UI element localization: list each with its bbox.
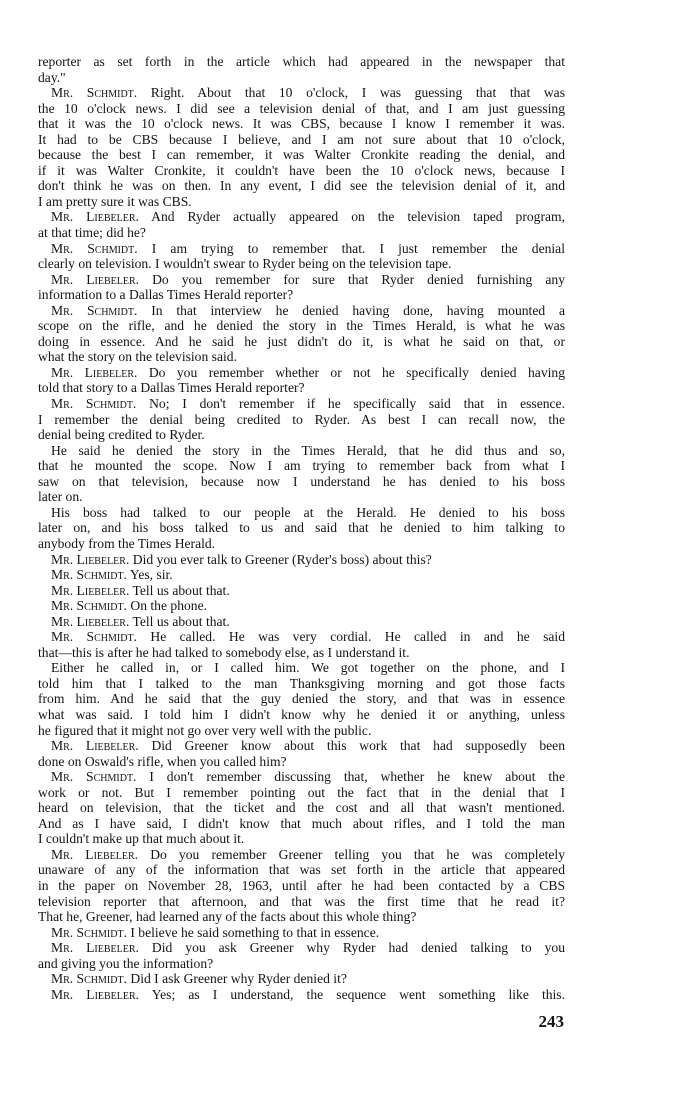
- line-text: unaware of any of the information that was set forth in the article that appeared: [38, 862, 565, 878]
- text-line: [38, 85, 565, 101]
- line-text: Did you ask Greener why Ryder had denied talking to you: [151, 940, 565, 956]
- text-line: [38, 225, 565, 241]
- text-line: [38, 396, 565, 412]
- text-line: [38, 520, 565, 536]
- line-text: from him. And he said that the guy denied the story, and that was in essence: [38, 691, 565, 707]
- speaker-name: Mr. Liebeler.: [51, 986, 140, 1002]
- line-text: And as I have said, I didn't know that much about rifles, and I told the man: [38, 815, 565, 831]
- text-line: [38, 847, 565, 863]
- text-line: [38, 691, 565, 707]
- speaker-name: Mr. Schmidt.: [51, 629, 137, 645]
- line-text: he figured that it might not go over very well with the public.: [38, 722, 372, 738]
- line-text: saw on that television, because now I understand he has denied to his boss: [38, 473, 565, 489]
- line-text: Yes; as I understand, the sequence went something like this.: [151, 986, 565, 1002]
- text-line: [38, 940, 565, 956]
- line-text: clearly on television. I wouldn't swear to Ryder being on the television tape.: [38, 256, 452, 272]
- line-text: Tell us about that.: [132, 613, 230, 629]
- text-line: [38, 660, 565, 676]
- testimony-paragraph: [38, 614, 565, 630]
- line-text: what was said. I told him I didn't know why he denied it or anything, unless: [38, 706, 565, 722]
- testimony-paragraph: [38, 241, 565, 272]
- line-text: reporter as set forth in the article which had appeared in the newspaper that: [38, 54, 565, 69]
- text-line: [38, 800, 565, 816]
- line-text: Tell us about that.: [132, 582, 230, 598]
- line-text: No; I don't remember if he specifically said that in essence.: [149, 396, 565, 412]
- line-text: I believe he said something to that in essence.: [130, 924, 380, 940]
- text-line: [38, 334, 565, 350]
- line-text: I am pretty sure it was CBS.: [38, 193, 192, 209]
- line-text: that—this is after he had talked to somebody else, as I understand it.: [38, 644, 410, 660]
- speaker-name: Mr. Schmidt.: [51, 924, 127, 940]
- text-line: [38, 831, 565, 847]
- text-line: [38, 552, 565, 568]
- text-line: [38, 925, 565, 941]
- line-text: Do you remember Greener telling you that he was completely: [150, 846, 565, 862]
- text-line: [38, 412, 565, 428]
- line-text: I don't remember discussing that, whether he knew about the: [149, 769, 565, 785]
- line-text: Do you remember for sure that Ryder denied furnishing any: [152, 271, 566, 287]
- line-text: told that story to a Dallas Times Herald reporter?: [38, 380, 305, 396]
- testimony-paragraph: [38, 847, 565, 925]
- text-line: [38, 380, 565, 396]
- speaker-name: Mr. Liebeler.: [51, 209, 139, 225]
- text-line: [38, 54, 565, 70]
- text-line: [38, 287, 565, 303]
- testimony-paragraph: [38, 365, 565, 396]
- line-text: television reporter that afternoon, and that was the first time that he read it?: [38, 893, 565, 909]
- line-text: because the best I can remember, it was Walter Cronkite reading the denial, and: [38, 147, 565, 163]
- text-line: [38, 70, 565, 86]
- line-text: done on Oswald's rifle, when you called him?: [38, 753, 287, 769]
- text-line: [38, 645, 565, 661]
- line-text: later on.: [38, 489, 83, 505]
- line-text: Did you ever talk to Greener (Ryder's boss) about this?: [132, 551, 432, 567]
- line-text: scope on the rifle, and he denied the story in the Times Herald, is what he was: [38, 318, 565, 334]
- speaker-name: Mr. Schmidt.: [51, 971, 127, 987]
- speaker-name: Mr. Schmidt.: [51, 85, 138, 101]
- speaker-name: Mr. Schmidt.: [51, 567, 127, 583]
- line-text: I remember the denial being credited to Ryder. As best I can recall now, the: [38, 411, 565, 427]
- testimony-paragraph: [38, 396, 565, 443]
- testimony-paragraph: [38, 272, 565, 303]
- text-line: [38, 738, 565, 754]
- continuation-paragraph: [38, 54, 565, 85]
- text-line: [38, 303, 565, 319]
- testimony-paragraph: [38, 629, 565, 660]
- testimony-paragraph: [38, 940, 565, 971]
- line-text: that he mounted the scope. Now I am trying to remember back from what I: [38, 458, 565, 474]
- text-line: [38, 676, 565, 692]
- text-line: [38, 116, 565, 132]
- line-text: that it was the 10 o'clock news. It was CBS, because I know I remember it was.: [38, 116, 565, 132]
- continuation-paragraph: [38, 505, 565, 552]
- line-text: That he, Greener, had learned any of the facts about this whole thing?: [38, 909, 417, 925]
- text-line: [38, 536, 565, 552]
- line-text: His boss had talked to our people at the Herald. He denied to his boss: [51, 504, 565, 520]
- testimony-paragraph: [38, 552, 565, 568]
- text-line: [38, 458, 565, 474]
- speaker-name: Mr. Liebeler.: [51, 364, 138, 380]
- text-line: [38, 178, 565, 194]
- speaker-name: Mr. Liebeler.: [51, 846, 139, 862]
- text-line: [38, 816, 565, 832]
- line-text: denial being credited to Ryder.: [38, 427, 205, 443]
- text-line: [38, 256, 565, 272]
- continuation-paragraph: [38, 443, 565, 505]
- text-line: [38, 567, 565, 583]
- text-line: [38, 785, 565, 801]
- text-line: [38, 101, 565, 117]
- text-line: [38, 629, 565, 645]
- text-line: [38, 318, 565, 334]
- continuation-paragraph: [38, 660, 565, 738]
- line-text: told him that I talked to the man Thanksgiving morning and got those facts: [38, 675, 565, 691]
- text-line: [38, 723, 565, 739]
- line-text: Do you remember whether or not he specifically denied having: [148, 364, 565, 380]
- text-line: [38, 474, 565, 490]
- text-line: [38, 132, 565, 148]
- text-line: [38, 349, 565, 365]
- line-text: He called. He was very cordial. He called in and he said: [150, 629, 565, 645]
- text-line: [38, 209, 565, 225]
- speaker-name: Mr. Liebeler.: [51, 940, 139, 956]
- testimony-paragraph: [38, 769, 565, 847]
- line-text: It had to be CBS because I believe, and I am not sure about that 10 o'clock,: [38, 131, 565, 147]
- text-line: [38, 862, 565, 878]
- line-text: Yes, sir.: [129, 567, 173, 583]
- testimony-paragraph: [38, 971, 565, 987]
- text-line: [38, 598, 565, 614]
- line-text: later on, and his boss talked to us and said that he denied to him talking to: [38, 520, 565, 536]
- text-line: [38, 443, 565, 459]
- testimony-paragraph: [38, 598, 565, 614]
- line-text: information to a Dallas Times Herald reporter?: [38, 287, 294, 303]
- line-text: Right. About that 10 o'clock, I was guessing that that was: [150, 85, 565, 101]
- text-line: [38, 163, 565, 179]
- text-line: [38, 194, 565, 210]
- line-text: Either he called in, or I called him. We got together on the phone, and I: [51, 660, 565, 676]
- speaker-name: Mr. Liebeler.: [51, 738, 139, 754]
- line-text: On the phone.: [130, 598, 208, 614]
- speaker-name: Mr. Schmidt.: [51, 598, 127, 614]
- text-line: [38, 956, 565, 972]
- speaker-name: Mr. Liebeler.: [51, 271, 140, 287]
- testimony-paragraph: [38, 303, 565, 365]
- testimony-paragraph: [38, 567, 565, 583]
- text-line: [38, 894, 565, 910]
- line-text: and giving you the information?: [38, 955, 214, 971]
- line-text: doing in essence. And he said he just didn't do it, is what he said on that, or: [38, 333, 565, 349]
- text-line: [38, 365, 565, 381]
- line-text: what the story on the television said.: [38, 349, 237, 365]
- speaker-name: Mr. Liebeler.: [51, 582, 130, 598]
- text-line: [38, 614, 565, 630]
- text-line: [38, 489, 565, 505]
- speaker-name: Mr. Schmidt.: [51, 240, 138, 256]
- line-text: In that interview he denied having done, having mounted a: [151, 302, 565, 318]
- text-line: [38, 272, 565, 288]
- line-text: He said he denied the story in the Times Herald, that he did thus and so,: [51, 442, 565, 458]
- line-text: in the paper on November 28, 1963, until after he had been contacted by a CBS: [38, 877, 565, 893]
- text-line: [38, 754, 565, 770]
- testimony-paragraph: [38, 925, 565, 941]
- text-line: [38, 583, 565, 599]
- line-text: And Ryder actually appeared on the television taped program,: [151, 209, 566, 225]
- testimony-paragraph: [38, 738, 565, 769]
- speaker-name: Mr. Schmidt.: [51, 396, 137, 412]
- line-text: if it was Walter Cronkite, it couldn't have been the 10 o'clock news, because I: [38, 162, 565, 178]
- line-text: the 10 o'clock news. I did see a television denial of that, and I am just guessing: [38, 100, 565, 116]
- testimony-paragraph: [38, 987, 565, 1003]
- testimony-paragraph: [38, 85, 565, 209]
- line-text: anybody from the Times Herald.: [38, 535, 216, 551]
- line-text: work or not. But I remember pointing out the fact that in the denial that I: [38, 784, 565, 800]
- text-line: [38, 241, 565, 257]
- line-text: don't think he was on then. In any event, I did see the television denial of it, and: [38, 178, 565, 194]
- line-text: heard on television, that the ticket and the cost and all that wasn't mentioned.: [38, 800, 565, 816]
- line-text: I couldn't make up that much about it.: [38, 831, 245, 847]
- text-line: [38, 505, 565, 521]
- text-line: [38, 987, 565, 1003]
- speaker-name: Mr. Schmidt.: [51, 302, 138, 318]
- page-number: 243: [538, 1012, 564, 1031]
- testimony-paragraph: [38, 583, 565, 599]
- text-line: [38, 769, 565, 785]
- speaker-name: Mr. Schmidt.: [51, 769, 137, 785]
- text-line: [38, 427, 565, 443]
- line-text: I am trying to remember that. I just remember the denial: [151, 240, 565, 256]
- line-text: Did I ask Greener why Ryder denied it?: [130, 971, 347, 987]
- text-line: [38, 878, 565, 894]
- testimony-paragraph: [38, 209, 565, 240]
- speaker-name: Mr. Liebeler.: [51, 551, 130, 567]
- line-text: Did Greener know about this work that had supposedly been: [151, 738, 566, 754]
- line-text: day.": [38, 69, 66, 85]
- text-line: [38, 909, 565, 925]
- text-line: [38, 971, 565, 987]
- line-text: at that time; did he?: [38, 225, 146, 241]
- transcript-body: [38, 54, 565, 1002]
- speaker-name: Mr. Liebeler.: [51, 613, 130, 629]
- text-line: [38, 707, 565, 723]
- text-line: [38, 147, 565, 163]
